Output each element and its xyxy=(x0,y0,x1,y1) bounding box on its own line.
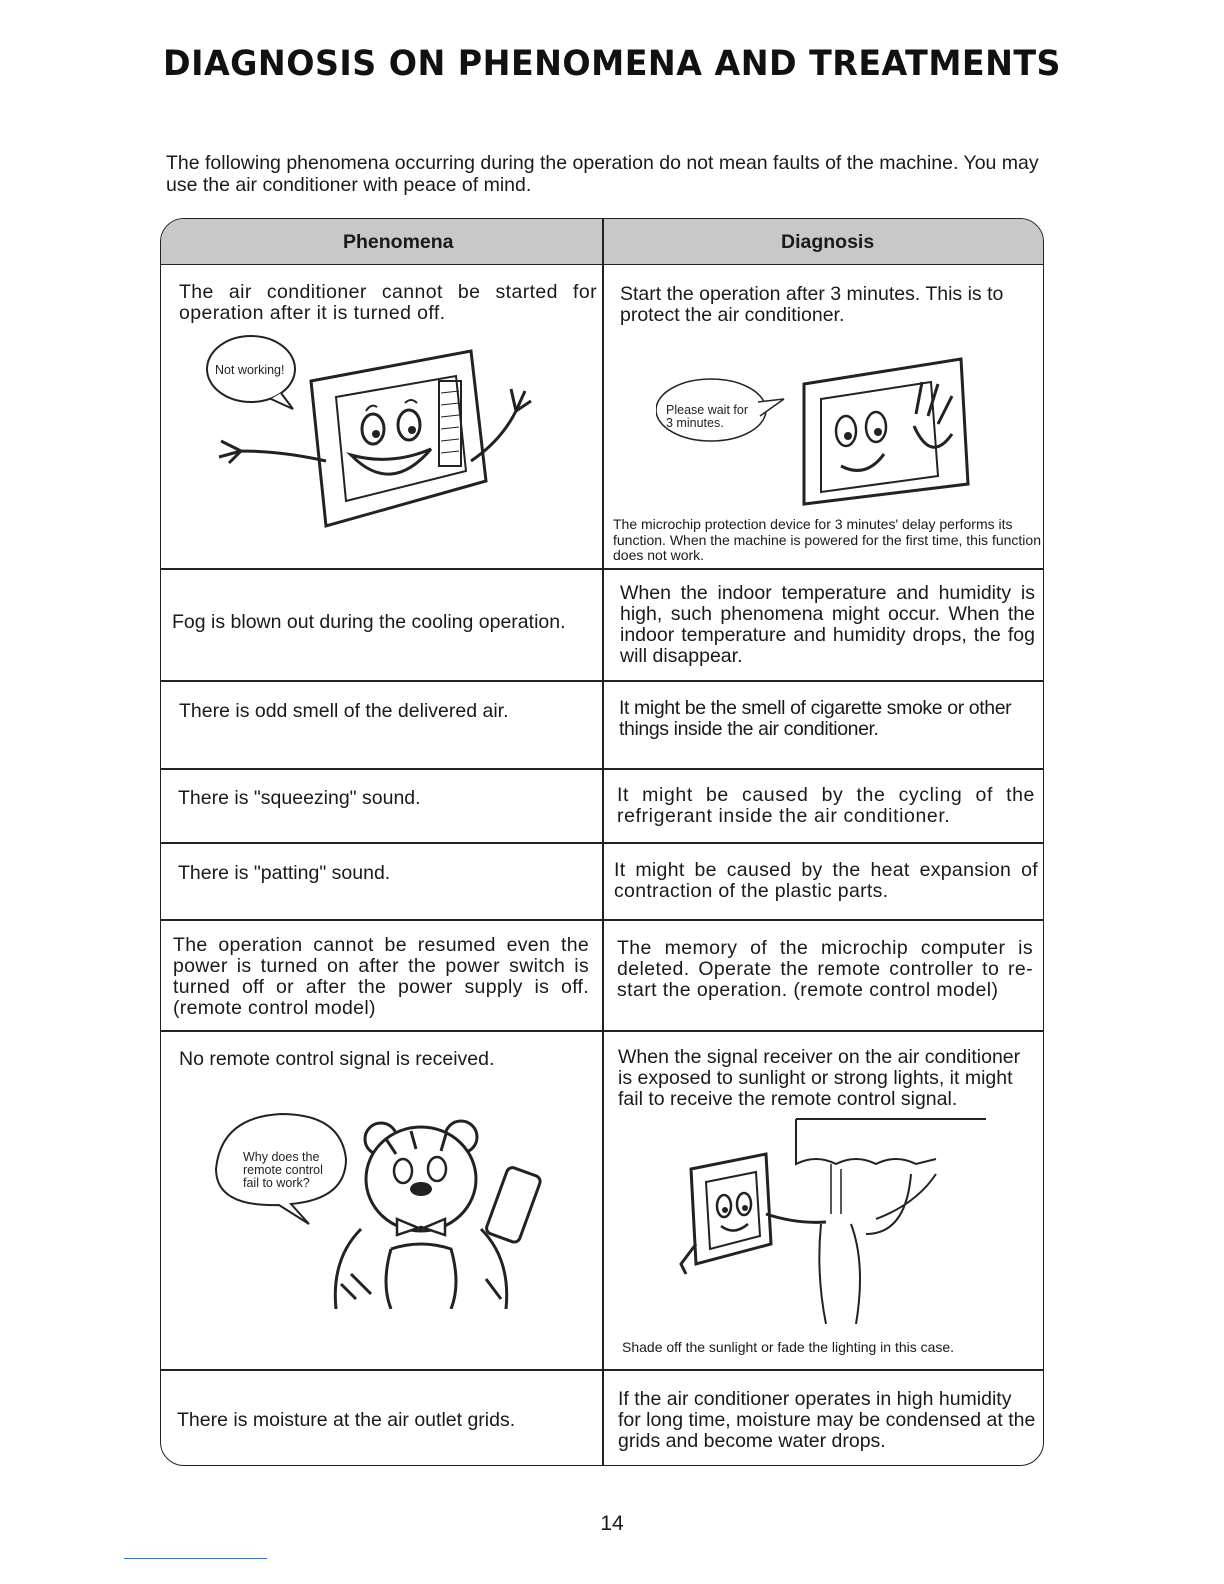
page-number: 14 xyxy=(600,1512,624,1535)
row2-phenomena: Fog is blown out during the cooling operation. xyxy=(172,611,566,633)
row6-phenomena: The operation cannot be resumed even the power is turned on after the power switch is turned off or after the power supply is off. (remote control model) xyxy=(173,934,589,1019)
row-divider xyxy=(161,1369,1043,1371)
diagnosis-table xyxy=(160,218,1044,1466)
confused-tiger-illustration xyxy=(211,1109,551,1309)
row1-diagnosis-note: The microchip protection device for 3 minutes' delay performs its function. When the machine is powered for the first time, this function does not work. xyxy=(613,516,1041,563)
page-title: DIAGNOSIS ON PHENOMENA AND TREATMENTS xyxy=(163,44,1061,84)
row2-diagnosis: When the indoor temperature and humidity is high, such phenomena might occur. When the indoor temperature and humidity drops, the fog will disappear. xyxy=(620,582,1035,667)
row7-phenomena: No remote control signal is received. xyxy=(179,1048,495,1070)
row6-diagnosis: The memory of the microchip computer is deleted. Operate the remote controller to re-start the operation. (remote control model) xyxy=(617,937,1033,1001)
row7-diagnosis: When the signal receiver on the air conditioner is exposed to sunlight or strong lights, it might fail to receive the remote control signal. xyxy=(618,1046,1021,1110)
wait-bubble-line-1: Please wait for xyxy=(666,403,748,417)
footer-link-underline xyxy=(124,1558,267,1559)
header-phenomena: Phenomena xyxy=(343,231,454,253)
curtain-shading-illustration xyxy=(666,1114,996,1324)
row-divider xyxy=(161,768,1043,770)
row5-phenomena: There is "patting" sound. xyxy=(178,862,391,884)
not-working-bubble-text: Not working! xyxy=(215,363,285,377)
tiger-bubble-line-3: fail to work? xyxy=(243,1176,310,1190)
row8-phenomena: There is moisture at the air outlet grids. xyxy=(177,1409,516,1431)
row-divider xyxy=(161,680,1043,682)
row7-diagnosis-note: Shade off the sunlight or fade the lighting in this case. xyxy=(622,1339,955,1355)
wait-bubble-line-2: 3 minutes. xyxy=(666,416,724,430)
row5-diagnosis: It might be caused by the heat expansion of contraction of the plastic parts. xyxy=(614,859,1038,902)
row-divider xyxy=(161,919,1043,921)
tiger-bubble-line-2: remote control xyxy=(243,1163,323,1177)
unhappy-air-conditioner-illustration xyxy=(201,331,561,531)
row-divider xyxy=(161,842,1043,844)
intro-paragraph: The following phenomena occurring during the operation do not mean faults of the machine. You may use the air conditioner with peace of mind. xyxy=(166,152,1039,196)
row-divider xyxy=(161,1030,1043,1032)
row3-diagnosis: It might be the smell of cigarette smoke or other things inside the air conditioner. xyxy=(619,697,1012,740)
row-divider xyxy=(161,568,1043,570)
row1-diagnosis: Start the operation after 3 minutes. This is to protect the air conditioner. xyxy=(620,283,1004,326)
row1-phenomena: The air conditioner cannot be started for operation after it is turned off. xyxy=(179,281,597,324)
row8-diagnosis: If the air conditioner operates in high humidity for long time, moisture may be condensed at the grids and become water drops. xyxy=(618,1388,1036,1452)
tiger-bubble-line-1: Why does the xyxy=(243,1150,320,1164)
row3-phenomena: There is odd smell of the delivered air. xyxy=(179,700,509,722)
wait-three-minutes-illustration xyxy=(656,354,986,514)
row4-diagnosis: It might be caused by the cycling of the refrigerant inside the air conditioner. xyxy=(617,784,1035,827)
header-diagnosis: Diagnosis xyxy=(781,231,875,253)
row4-phenomena: There is "squeezing" sound. xyxy=(178,787,421,809)
